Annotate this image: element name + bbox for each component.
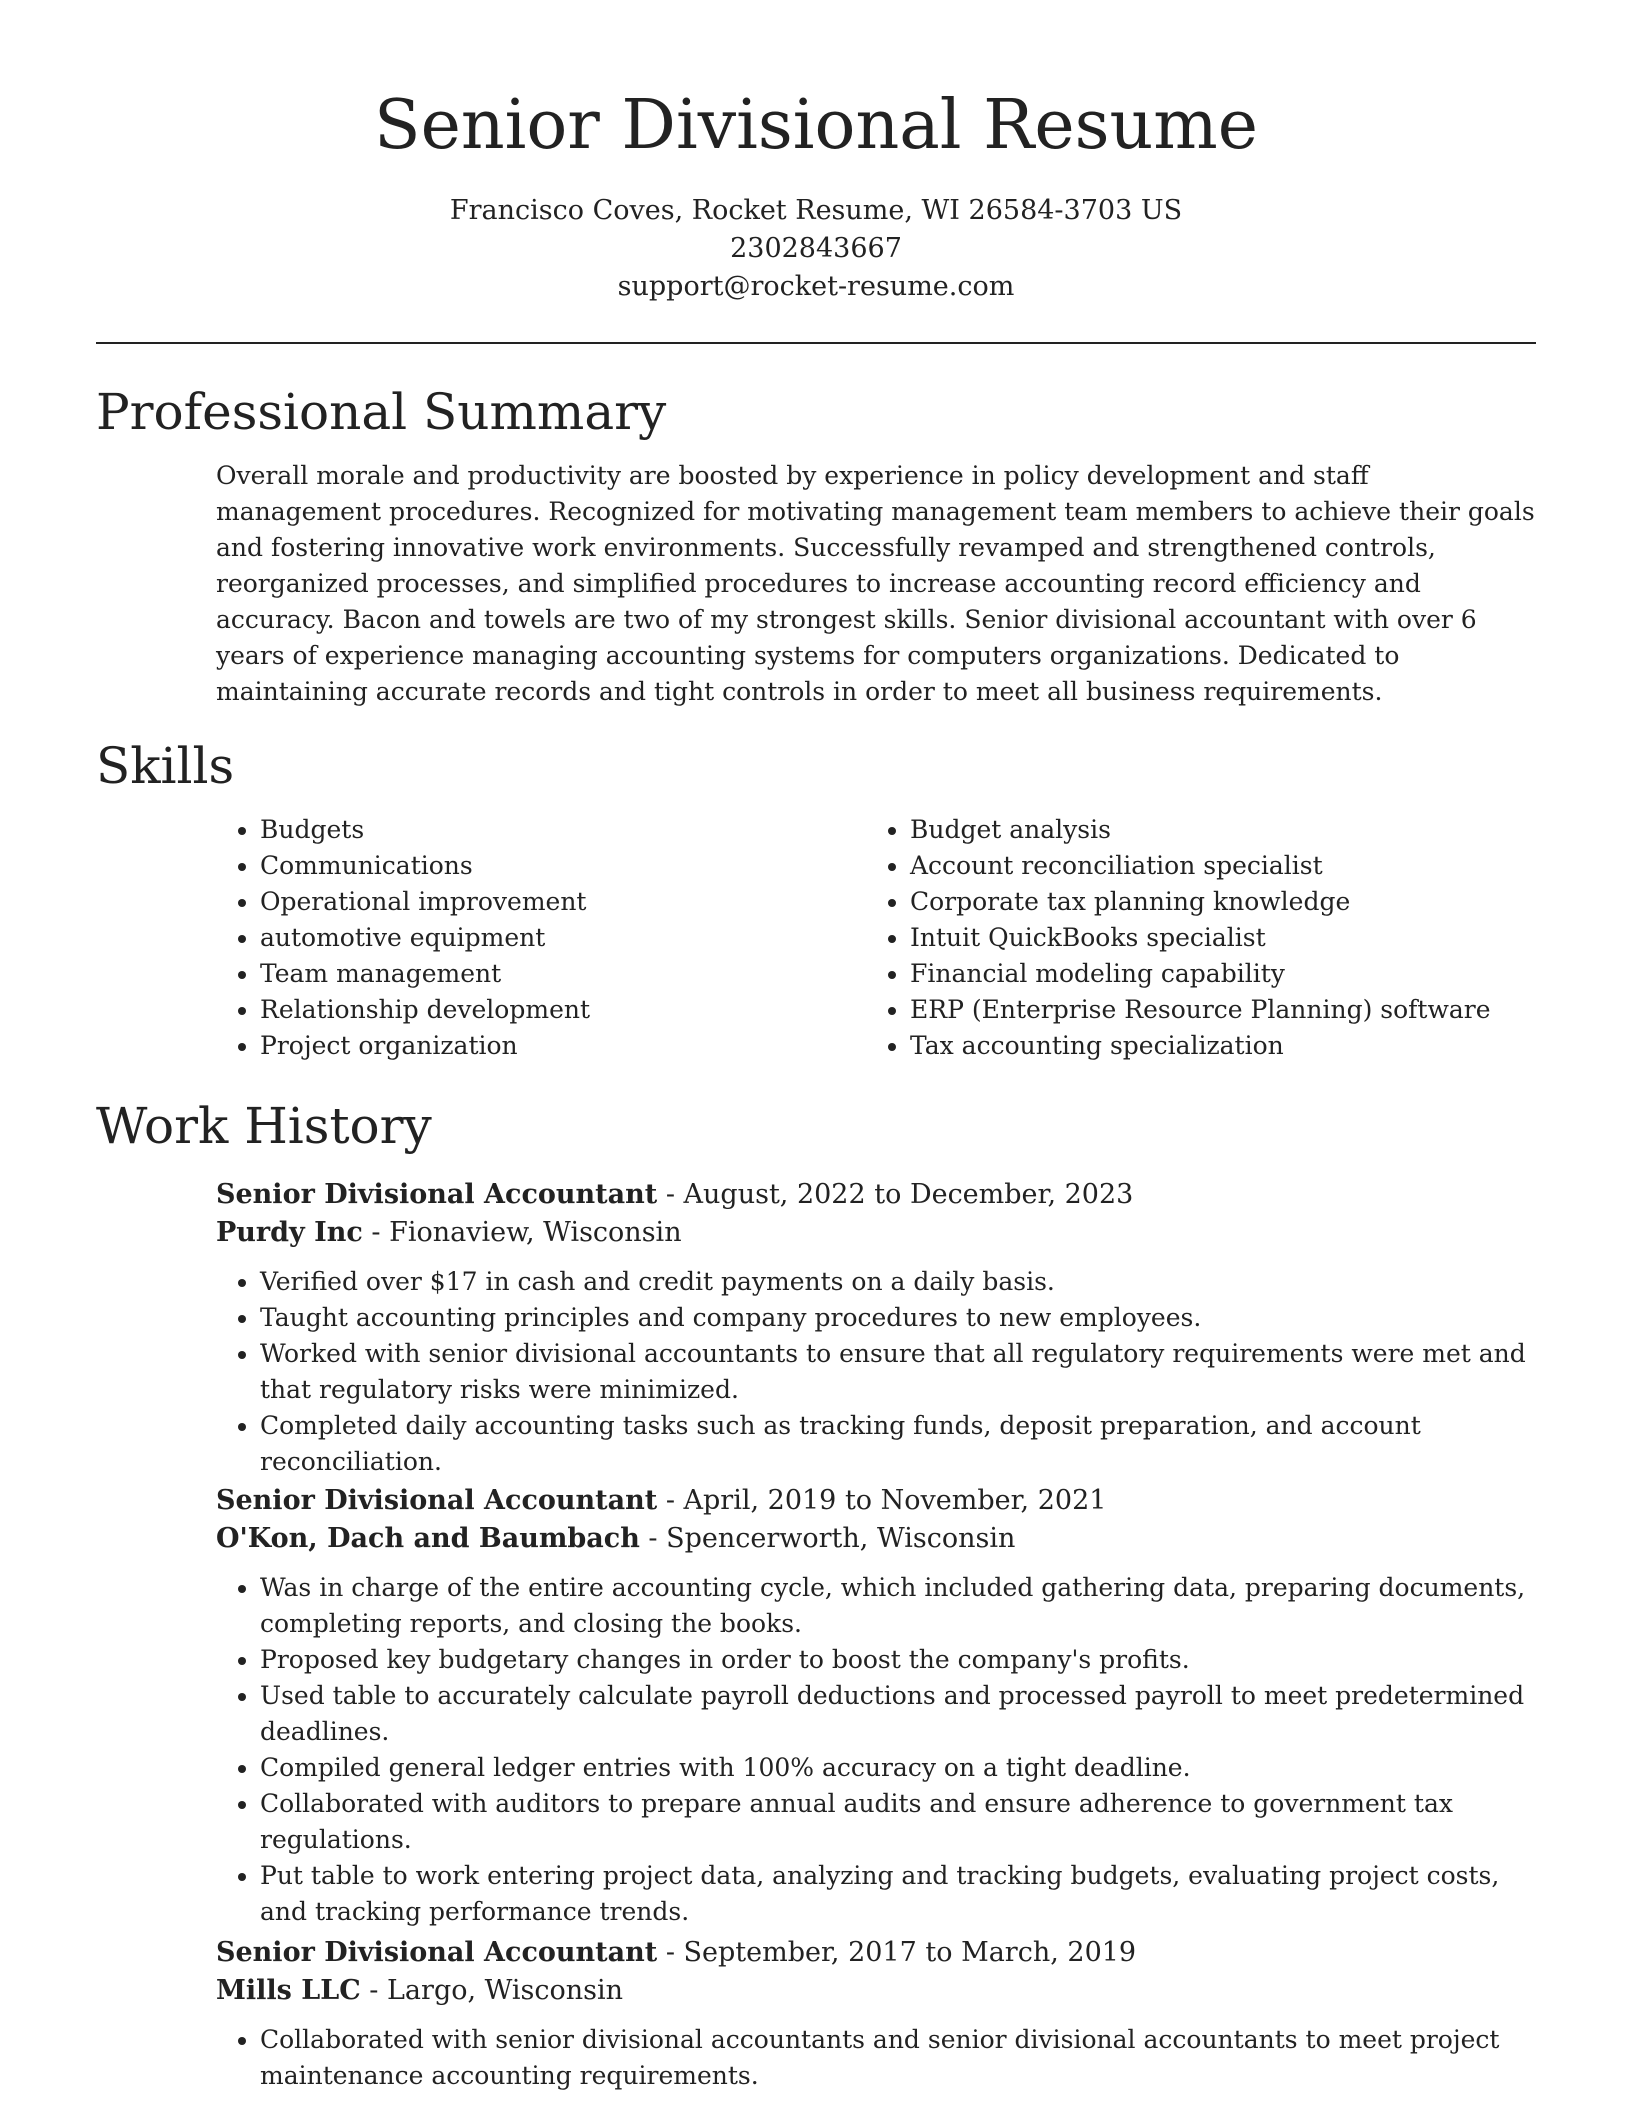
- job-title-line: [216, 1482, 1536, 1520]
- job-bullets: [216, 1570, 1536, 1930]
- skills-list-left: [216, 812, 836, 1064]
- work-history-heading: Work History: [96, 1097, 432, 1155]
- job-bullet: • Verified over $17 in cash and credit payments on a daily basis.: [260, 1264, 1536, 1300]
- contact-email: support@rocket-resume.com: [617, 271, 1015, 302]
- job-location: - Spencerworth, Wisconsin: [639, 1523, 1016, 1554]
- skill-item: • Budget analysis: [910, 812, 1546, 848]
- job-bullet: • Was in charge of the entire accounting cycle, which included gathering data, preparing documents, completing reports, and closing the books.: [260, 1570, 1536, 1642]
- job-dates: - August, 2022 to December, 2023: [657, 1179, 1134, 1210]
- skills-column-right: [866, 812, 1546, 1064]
- job-bullet: • Worked with senior divisional accountants to ensure that all regulatory requirements were met and that regulatory risks were minimized.: [260, 1336, 1536, 1408]
- job-bullet: • Compiled general ledger entries with 100% accuracy on a tight deadline.: [260, 1750, 1536, 1786]
- job-company-line: [216, 1214, 1536, 1252]
- skill-item: • Corporate tax planning knowledge: [910, 884, 1546, 920]
- job-bullet: • Used table to accurately calculate payroll deductions and processed payroll to meet predetermined deadlines.: [260, 1678, 1536, 1750]
- job-entry: [216, 1934, 1536, 2094]
- skill-item: • ERP (Enterprise Resource Planning) software: [910, 992, 1546, 1028]
- job-bullets: [216, 2022, 1536, 2094]
- skill-item: • Communications: [260, 848, 836, 884]
- contact-block: [0, 192, 1632, 306]
- job-bullet: • Completed daily accounting tasks such as tracking funds, deposit preparation, and account reconciliation.: [260, 1408, 1536, 1480]
- job-bullet: • Collaborated with senior divisional accountants and senior divisional accountants to meet project maintenance accounting requirements.: [260, 2022, 1536, 2094]
- job-company-line: [216, 1972, 1536, 2010]
- skills-heading: Skills: [96, 737, 235, 795]
- contact-phone: 2302843667: [730, 233, 902, 264]
- skill-item: • Project organization: [260, 1028, 836, 1064]
- resume-title: Senior Divisional Resume: [374, 86, 1258, 165]
- skill-item: • Tax accounting specialization: [910, 1028, 1546, 1064]
- job-company: Mills LLC: [216, 1975, 361, 2006]
- job-dates: - April, 2019 to November, 2021: [657, 1485, 1107, 1516]
- skill-item: • automotive equipment: [260, 920, 836, 956]
- job-title-line: [216, 1176, 1536, 1214]
- skill-item: • Relationship development: [260, 992, 836, 1028]
- job-location: - Fionaview, Wisconsin: [362, 1217, 682, 1248]
- job-company-line: [216, 1520, 1536, 1558]
- summary-heading: Professional Summary: [96, 383, 667, 441]
- job-bullets: [216, 1264, 1536, 1480]
- job-title: Senior Divisional Accountant: [216, 1179, 658, 1210]
- job-company: O'Kon, Dach and Baumbach: [216, 1523, 640, 1554]
- job-bullet: • Collaborated with auditors to prepare annual audits and ensure adherence to government tax regulations.: [260, 1786, 1536, 1858]
- skill-item: • Operational improvement: [260, 884, 836, 920]
- skills-list-right: [866, 812, 1546, 1064]
- job-bullet: • Proposed key budgetary changes in order to boost the company's profits.: [260, 1642, 1536, 1678]
- job-dates: - September, 2017 to March, 2019: [657, 1937, 1137, 1968]
- job-title-line: [216, 1934, 1536, 1972]
- skill-item: • Account reconciliation specialist: [910, 848, 1546, 884]
- skills-column-left: [216, 812, 836, 1064]
- skill-item: • Budgets: [260, 812, 836, 848]
- contact-address: Francisco Coves, Rocket Resume, WI 26584-3703 US: [449, 195, 1183, 226]
- job-entry: [216, 1482, 1536, 1930]
- job-entry: [216, 1176, 1536, 1480]
- skill-item: • Financial modeling capability: [910, 956, 1546, 992]
- job-title: Senior Divisional Accountant: [216, 1485, 658, 1516]
- summary-text: Overall morale and productivity are boosted by experience in policy development and staff management procedures. Recognized for motivating management team members to achieve their goals and fostering innovative work environments. Successfully revamped and strengthened controls, reorganized processes, and simplified procedures to increase accounting record efficiency and accuracy. Bacon and towels are two of my strongest skills. Senior divisional accountant with over 6 years of experience managing accounting systems for computers organizations. Dedicated to maintaining accurate records and tight controls in order to meet all business requirements.: [216, 461, 1535, 706]
- job-title: Senior Divisional Accountant: [216, 1937, 658, 1968]
- skill-item: • Intuit QuickBooks specialist: [910, 920, 1546, 956]
- header-divider: [96, 342, 1536, 344]
- job-bullet: • Put table to work entering project data, analyzing and tracking budgets, evaluating project costs, and tracking performance trends.: [260, 1858, 1536, 1930]
- job-location: - Largo, Wisconsin: [360, 1975, 624, 2006]
- job-bullet: • Taught accounting principles and company procedures to new employees.: [260, 1300, 1536, 1336]
- skill-item: • Team management: [260, 956, 836, 992]
- job-company: Purdy Inc: [216, 1217, 363, 1248]
